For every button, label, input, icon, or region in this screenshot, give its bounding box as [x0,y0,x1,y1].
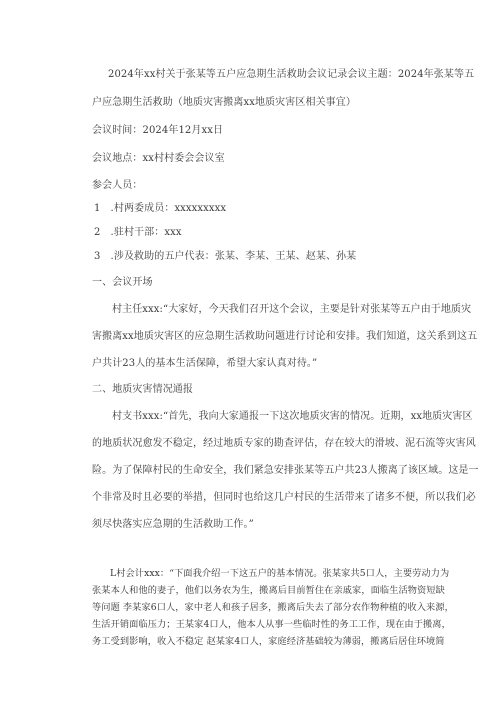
meeting-time: 会议时间：2024年12月xx日 [92,125,224,136]
attendees-label: 参会人员： [92,180,143,191]
section-heading-opening: 一、会议开场 [92,277,153,288]
paragraph-line: 生活开销面临压力；王某家4口人，他本人从事一些临时性的务工工作，现在由于搬离， [92,619,451,630]
paragraph-line: 害搬离xx地质灾害区的应急期生活救助问题进行讨论和安排。我们知道，这关系到这五 [92,331,478,342]
document-title-line-2: 户应急期生活救助（地质灾害搬离xx地质灾害区相关事宜） [92,97,356,108]
paragraph-line: 个非常及时且必要的举措，但同时也给这几户村民的生活带来了诸多不便，所以我们必 [92,492,476,503]
paragraph-line: 村主任xxx:“大家好，今天我们召开这个会议，主要是针对张某等五户由于地质灾 [112,304,472,315]
paragraph-line: 务工受到影响，收入不稳定 赵某家4口人，家庭经济基础较为薄弱，搬离后居住环境简 [92,636,445,647]
document-title-line-1: 2024年xx村关于张某等五户应急期生活救助会议记录会议主题：2024年张某等五 [108,69,475,80]
paragraph-line: 须尽快落实应急期的生活救助工作。” [92,519,254,530]
paragraph-line: 的地质状况愈发不稳定，经过地质专家的勘查评估，存在较大的滑坡、泥石流等灾害风 [92,438,476,449]
section-heading-disaster-report: 二、地质灾害情况通报 [92,384,193,395]
paragraph-line: 村支书xxx:“首先，我向大家通报一下这次地质灾害的情况。近期，xx地质灾害区 [112,411,473,422]
meeting-place: 会议地点：xx村村委会会议室 [92,153,225,164]
paragraph-line: 等问题 李某家6口人，家中老人和孩子居多，搬离后失去了部分农作物种植的收入来源， [92,602,454,613]
attendee-item-2: 2 .驻村干部：xxx [94,227,182,238]
paragraph-line: L村会计xxx：“下面我介绍一下这五户的基本情况。张某家共5口人，主要劳动力为 [110,568,450,579]
paragraph-line: 张某本人和他的妻子，他们以务农为生，搬离后目前暂住在亲戚家，面临生活物资短缺 [92,585,445,596]
attendee-item-1: 1 .村两委成员：xxxxxxxxx [94,203,227,214]
attendee-item-3: 3 .涉及救助的五户代表：张某、李某、王某、赵某、孙某 [94,251,357,262]
paragraph-line: 户共计23人的基本生活保障，希望大家认真对待。” [92,358,318,369]
paragraph-line: 险。为了保障村民的生命安全，我们紧急安排张某等五户共23人搬离了该区域。这是一 [92,465,479,476]
